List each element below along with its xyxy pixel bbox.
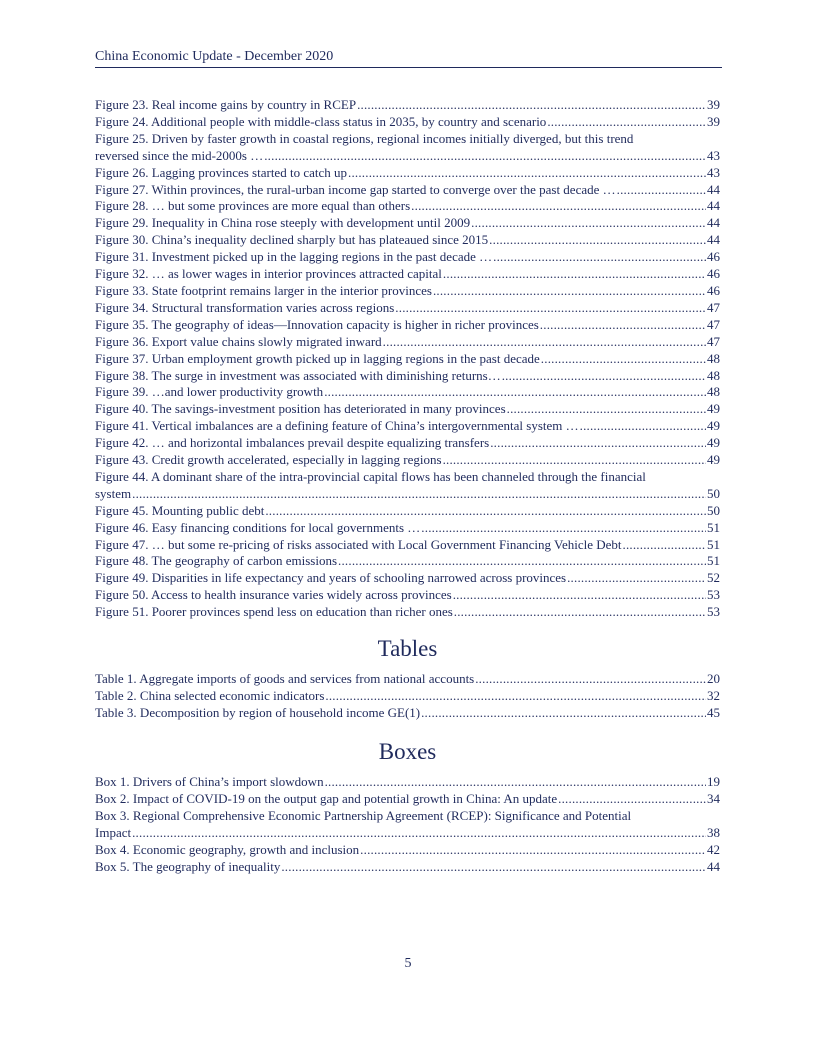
box-toc-entry-page-number: 42 (707, 841, 720, 857)
figure-toc-entry-page-number: 49 (707, 401, 720, 417)
dot-leader (540, 317, 706, 334)
figure-toc-entry-title: Figure 51. Poorer provinces spend less on education than richer ones (95, 604, 453, 620)
figure-toc-entry-title: Figure 45. Mounting public debt (95, 502, 265, 518)
dot-leader (338, 553, 706, 570)
box-toc-entry-title: Box 4. Economic geography, growth and inclusion (95, 841, 360, 857)
figure-toc-entry[interactable] (95, 537, 720, 554)
figure-toc-entry[interactable] (95, 452, 720, 469)
dot-leader (580, 418, 706, 435)
dot-leader (411, 198, 706, 215)
table-toc-entry[interactable] (95, 671, 720, 688)
figure-toc-entry-title: Figure 40. The savings-investment position has deteriorated in many provinces (95, 401, 506, 417)
figure-toc-entry-title: Figure 29. Inequality in China rose steeply with development until 2009 (95, 215, 471, 231)
figure-toc-entry[interactable] (95, 503, 720, 520)
dot-leader (490, 435, 706, 452)
box-toc-entry[interactable] (95, 842, 720, 859)
header-rule (95, 67, 722, 68)
figure-toc-entry-page-number: 47 (707, 316, 720, 332)
dot-leader (471, 215, 706, 232)
dot-leader (541, 351, 706, 368)
figure-toc-entry[interactable] (95, 587, 720, 604)
figure-toc-entry[interactable] (95, 553, 720, 570)
dot-leader (443, 266, 706, 283)
figure-toc-entry[interactable] (95, 368, 720, 385)
figure-toc-entry[interactable] (95, 418, 720, 435)
box-toc-entry-title-line1: Box 3. Regional Comprehensive Economic Partnership Agreement (RCEP): Significance and Potential (95, 807, 632, 823)
table-toc-entry-page-number: 45 (707, 704, 720, 720)
box-toc-entry-title: Box 2. Impact of COVID-19 on the output gap and potential growth in China: An update (95, 790, 558, 806)
box-toc-entry-page-number: 34 (707, 790, 720, 806)
dot-leader (443, 452, 706, 469)
dot-leader (489, 232, 706, 249)
dot-leader (357, 97, 706, 114)
figure-toc-entry[interactable] (95, 300, 720, 317)
figure-toc-entry[interactable] (95, 570, 720, 587)
boxes-heading: Boxes (378, 739, 437, 764)
figure-toc-entry-page-number: 51 (707, 536, 720, 552)
table-toc-entry-page-number: 20 (707, 671, 720, 686)
figure-toc-entry-title: Figure 41. Vertical imbalances are a defining feature of China’s intergovernmental system … (95, 418, 579, 434)
dot-leader (433, 283, 706, 300)
dot-leader (507, 401, 706, 418)
figure-toc-entry-title: Figure 47. … but some re-pricing of risks associated with Local Government Financing Vehicle Debt (95, 536, 622, 552)
figure-toc-entry-page-number: 44 (707, 198, 720, 214)
figure-toc-entry[interactable] (95, 97, 720, 114)
figure-toc-entry[interactable] (95, 435, 720, 452)
figure-toc-entry-title: Figure 24. Additional people with middle-class status in 2035, by country and scenario (95, 113, 547, 129)
figure-toc-entry-page-number: 49 (707, 418, 720, 434)
figure-toc-entry-page-number: 48 (707, 350, 720, 366)
figure-toc-entry-title: Figure 31. Investment picked up in the lagging regions in the past decade … (95, 249, 493, 265)
dot-leader (547, 114, 706, 131)
figure-toc-entry[interactable] (95, 131, 720, 165)
dot-leader (623, 537, 707, 554)
figure-toc-entry-page-number: 49 (707, 435, 720, 451)
tables-heading: Tables (377, 636, 438, 661)
figure-toc-entry-page-number: 44 (707, 232, 720, 248)
box-toc-entry-title: Impact (95, 824, 132, 840)
boxes-list (95, 774, 720, 875)
figure-toc-entry-page-number: 43 (707, 164, 720, 180)
box-toc-entry-title: Box 5. The geography of inequality (95, 858, 281, 874)
dot-leader (558, 791, 706, 808)
box-toc-entry[interactable] (95, 791, 720, 808)
figure-toc-entry-page-number: 50 (707, 485, 720, 501)
dot-leader (264, 148, 706, 165)
figure-toc-entry-page-number: 53 (707, 604, 720, 620)
figure-toc-entry-title: reversed since the mid-2000s … (95, 147, 264, 163)
dot-leader (493, 249, 706, 266)
dot-leader (567, 570, 706, 587)
figure-toc-entry-title: Figure 36. Export value chains slowly migrated inward (95, 333, 382, 349)
figure-toc-entry-page-number: 39 (707, 113, 720, 129)
box-toc-entry-page-number: 44 (707, 858, 720, 874)
table-toc-entry-title: Table 1. Aggregate imports of goods and services from national accounts (95, 671, 475, 686)
dot-leader (395, 300, 706, 317)
dot-leader (132, 825, 706, 842)
figure-toc-entry[interactable] (95, 283, 720, 300)
figure-toc-entry[interactable] (95, 182, 720, 199)
figure-toc-entry-page-number: 53 (707, 587, 720, 603)
figure-toc-entry[interactable] (95, 351, 720, 368)
table-toc-entry[interactable] (95, 688, 720, 705)
dot-leader (421, 520, 706, 537)
figure-toc-entry-page-number: 39 (707, 97, 720, 112)
running-header: China Economic Update - December 2020 (95, 49, 334, 64)
figure-toc-entry[interactable] (95, 317, 720, 334)
figure-toc-entry[interactable] (95, 198, 720, 215)
figure-toc-entry-page-number: 52 (707, 570, 720, 586)
figure-toc-entry-title: Figure 46. Easy financing conditions for local governments … (95, 519, 421, 535)
figure-toc-entry-title: Figure 38. The surge in investment was associated with diminishing returns… (95, 367, 501, 383)
figure-toc-entry-title: Figure 30. China’s inequality declined sharply but has plateaued since 2015 (95, 232, 489, 248)
figure-toc-entry[interactable] (95, 384, 720, 401)
dot-leader (281, 859, 706, 876)
figure-toc-entry-title: Figure 48. The geography of carbon emissions (95, 553, 338, 569)
figure-toc-entry-title: Figure 28. … but some provinces are more equal than others (95, 198, 411, 214)
figure-toc-entry-page-number: 51 (707, 519, 720, 535)
dot-leader (325, 774, 706, 791)
figure-toc-entry-title: Figure 42. … and horizontal imbalances prevail despite equalizing transfers (95, 435, 490, 451)
dot-leader (475, 671, 706, 688)
figure-toc-entry[interactable] (95, 469, 720, 503)
figure-toc-entry[interactable] (95, 401, 720, 418)
figures-list (95, 97, 720, 621)
figure-toc-entry-title: system (95, 485, 132, 501)
dot-leader (325, 688, 706, 705)
table-toc-entry-title: Table 3. Decomposition by region of household income GE(1) (95, 704, 421, 720)
dot-leader (453, 587, 706, 604)
table-toc-entry[interactable] (95, 705, 720, 722)
figure-toc-entry-page-number: 48 (707, 367, 720, 383)
figure-toc-entry-title: Figure 32. … as lower wages in interior provinces attracted capital (95, 266, 442, 282)
figure-toc-entry[interactable] (95, 249, 720, 266)
figure-toc-entry[interactable] (95, 232, 720, 249)
figure-toc-entry-title: Figure 33. State footprint remains larger in the interior provinces (95, 282, 432, 298)
figure-toc-entry-page-number: 48 (707, 384, 720, 400)
dot-leader (383, 334, 706, 351)
box-toc-entry-page-number: 19 (707, 774, 720, 789)
tables-list (95, 671, 720, 722)
figure-toc-entry[interactable] (95, 215, 720, 232)
dot-leader (421, 705, 706, 722)
figure-toc-entry-page-number: 44 (707, 215, 720, 231)
figure-toc-entry-page-number: 46 (707, 282, 720, 298)
figure-toc-entry-page-number: 51 (707, 553, 720, 569)
dot-leader (132, 486, 706, 503)
figure-toc-entry-page-number: 46 (707, 249, 720, 265)
figure-toc-entry-title: Figure 50. Access to health insurance varies widely across provinces (95, 587, 452, 603)
figure-toc-entry-page-number: 47 (707, 333, 720, 349)
figure-toc-entry-title-line1: Figure 44. A dominant share of the intra-provincial capital flows has been channeled through the financial (95, 468, 646, 484)
figure-toc-entry-title: Figure 27. Within provinces, the rural-urban income gap started to converge over the past decade … (95, 181, 616, 197)
figure-toc-entry[interactable] (95, 520, 720, 537)
figure-toc-entry-page-number: 43 (707, 147, 720, 163)
table-toc-entry-page-number: 32 (707, 687, 720, 703)
figure-toc-entry[interactable] (95, 266, 720, 283)
figure-toc-entry-page-number: 44 (707, 181, 720, 197)
figure-toc-entry-title: Figure 37. Urban employment growth picked up in lagging regions in the past decade (95, 350, 540, 366)
figure-toc-entry-title: Figure 43. Credit growth accelerated, especially in lagging regions (95, 452, 442, 468)
figure-toc-entry-title-line1: Figure 25. Driven by faster growth in coastal regions, regional incomes initially diverged, but this trend (95, 130, 634, 146)
table-toc-entry-title: Table 2. China selected economic indicators (95, 687, 325, 703)
figure-toc-entry-title: Figure 35. The geography of ideas—Innovation capacity is higher in richer provinces (95, 316, 539, 332)
figure-toc-entry-page-number: 46 (707, 266, 720, 282)
figure-toc-entry[interactable] (95, 334, 720, 351)
figure-toc-entry-title: Figure 34. Structural transformation varies across regions (95, 299, 395, 315)
dot-leader (617, 182, 706, 199)
figure-toc-entry-page-number: 47 (707, 299, 720, 315)
box-toc-entry-page-number: 38 (707, 824, 720, 840)
figure-toc-entry[interactable] (95, 604, 720, 621)
figure-toc-entry[interactable] (95, 165, 720, 182)
dot-leader (454, 604, 706, 621)
dot-leader (360, 842, 706, 859)
figure-toc-entry-title: Figure 49. Disparities in life expectancy and years of schooling narrowed across provinces (95, 570, 567, 586)
box-toc-entry[interactable] (95, 774, 720, 791)
dot-leader (265, 503, 706, 520)
dot-leader (502, 368, 706, 385)
figure-toc-entry-page-number: 50 (707, 502, 720, 518)
page-number: 5 (404, 956, 412, 971)
figure-toc-entry-page-number: 49 (707, 452, 720, 468)
box-toc-entry[interactable] (95, 859, 720, 876)
figure-toc-entry[interactable] (95, 114, 720, 131)
figure-toc-entry-title: Figure 26. Lagging provinces started to catch up (95, 164, 347, 180)
dot-leader (324, 384, 706, 401)
box-toc-entry[interactable] (95, 808, 720, 842)
figure-toc-entry-title: Figure 23. Real income gains by country in RCEP (95, 97, 357, 112)
dot-leader (348, 165, 706, 182)
figure-toc-entry-title: Figure 39. …and lower productivity growth (95, 384, 324, 400)
box-toc-entry-title: Box 1. Drivers of China’s import slowdown (95, 774, 324, 789)
